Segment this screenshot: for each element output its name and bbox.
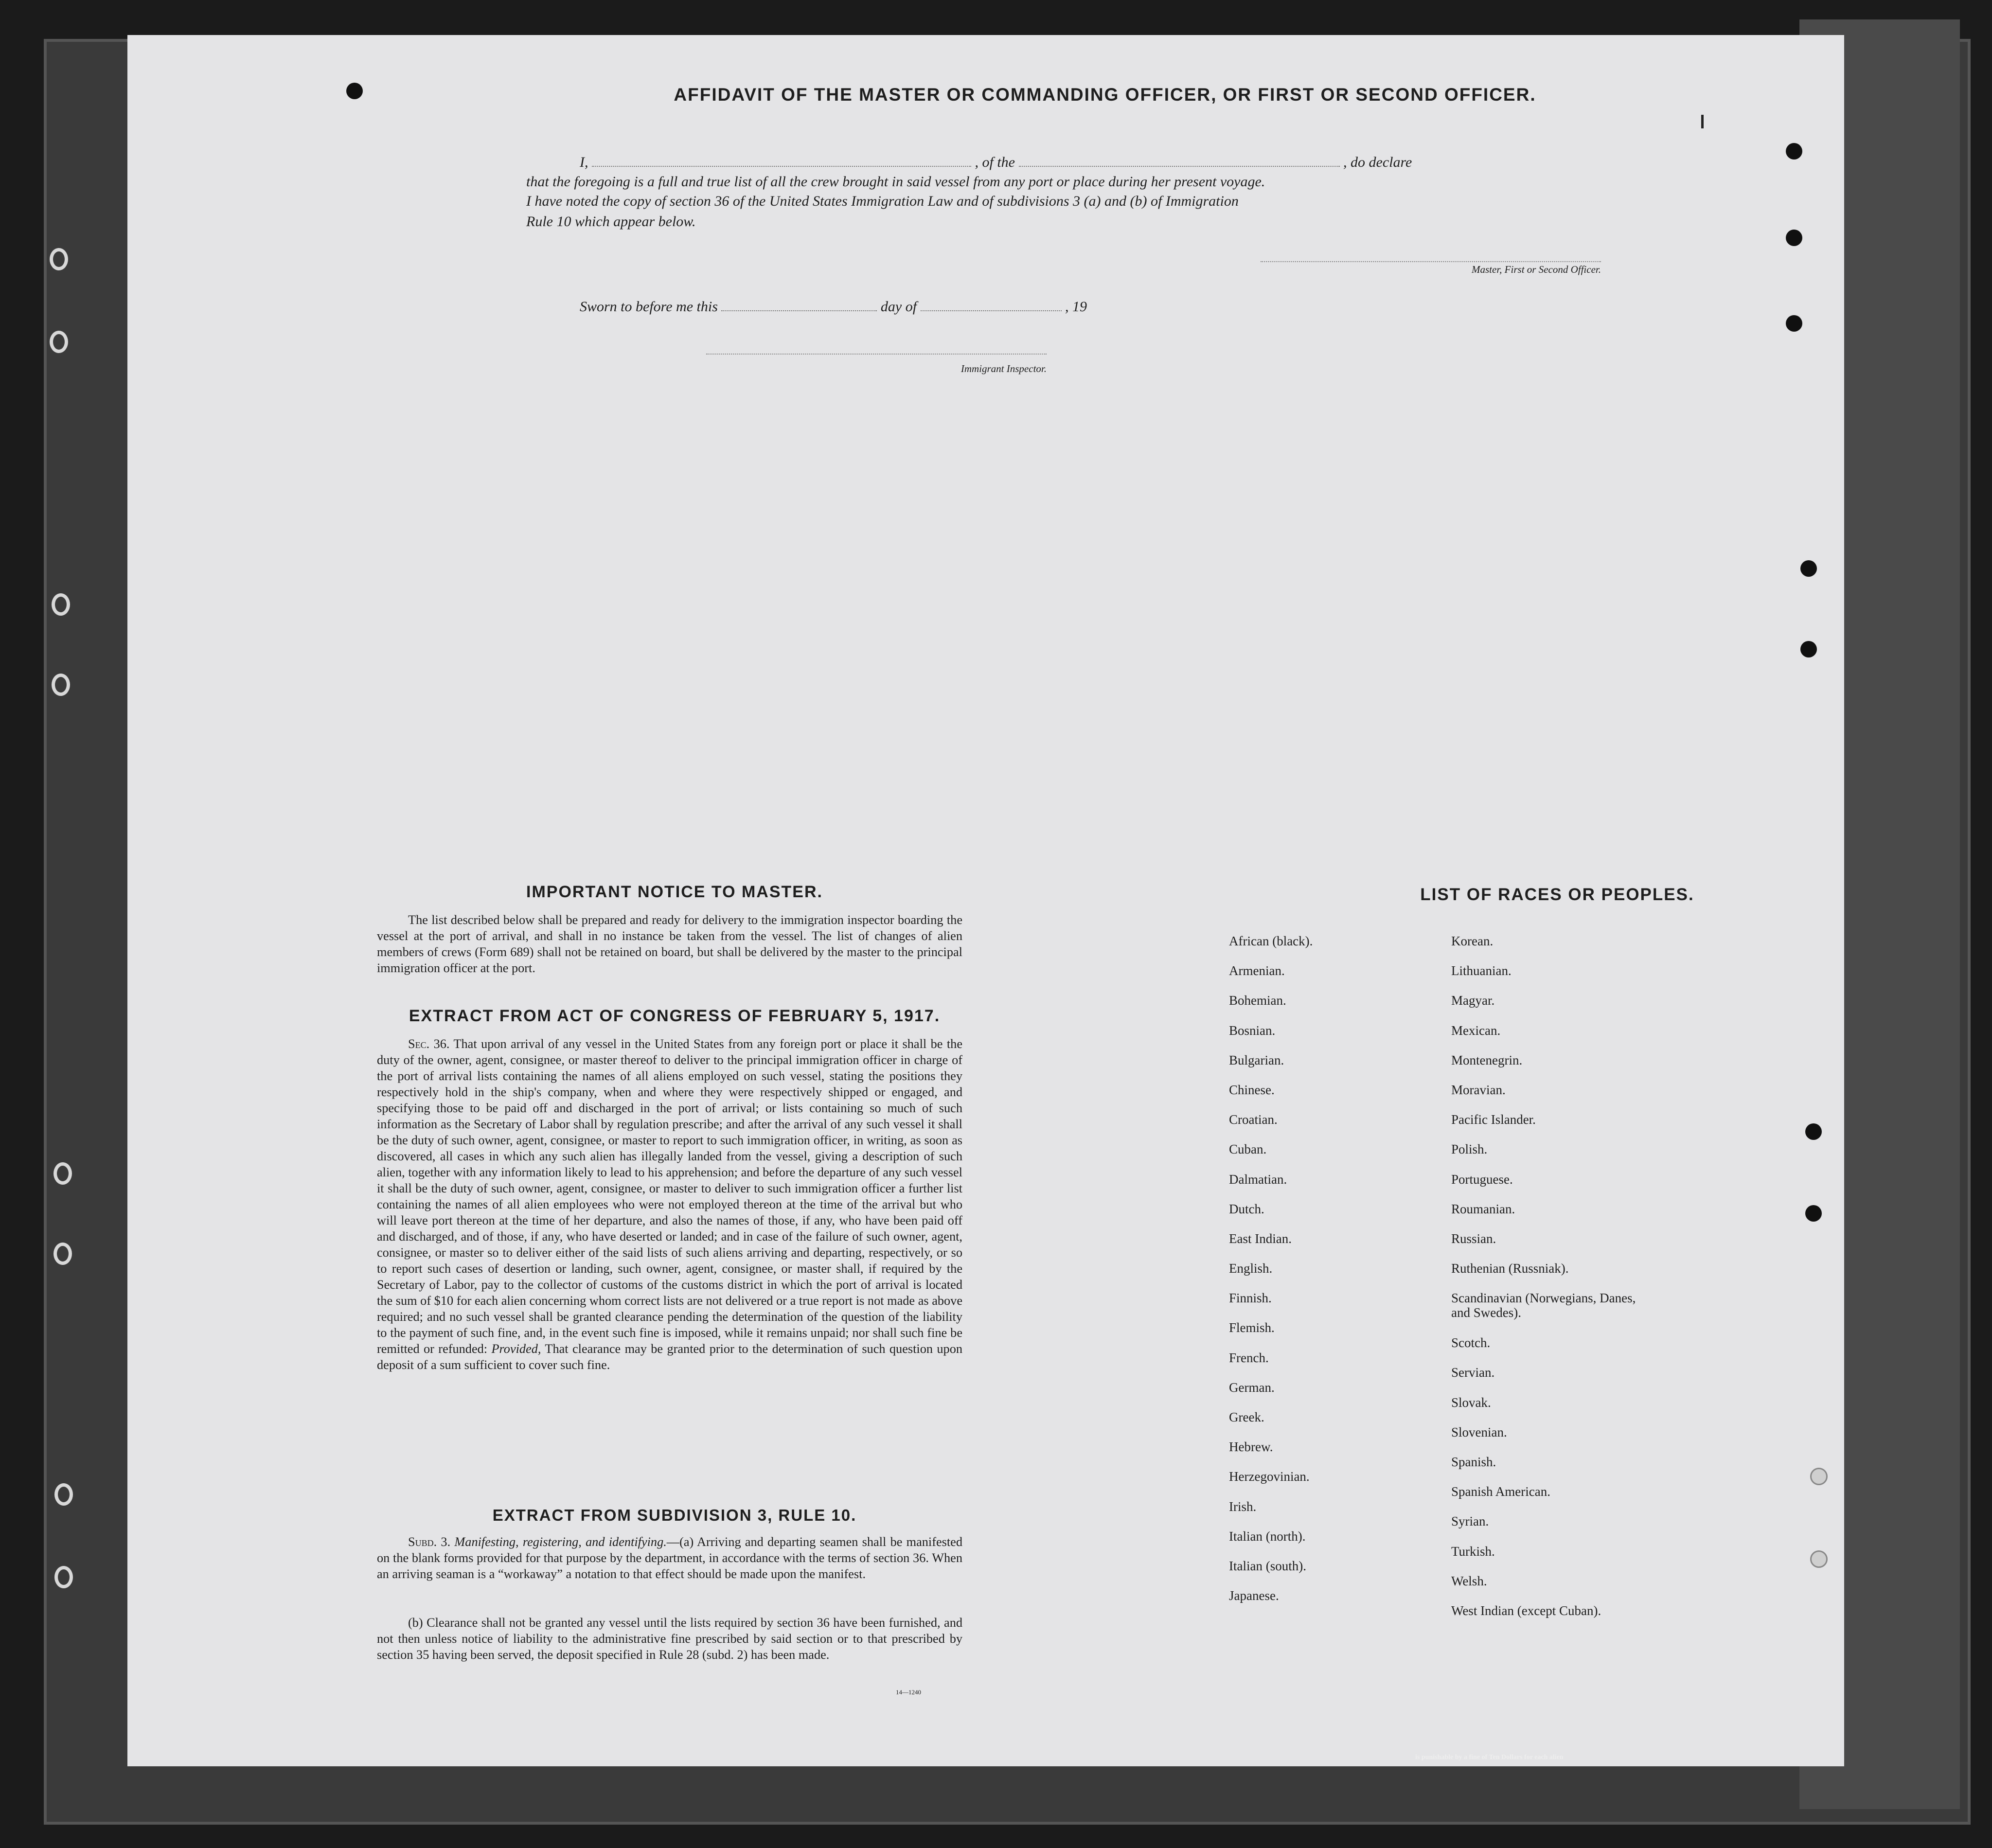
race-item: Chinese. [1229, 1082, 1275, 1097]
race-item: Dalmatian. [1229, 1172, 1287, 1187]
race-item: African (black). [1229, 934, 1313, 948]
section-label: Sec. 36. [408, 1037, 450, 1051]
punch-hole [1786, 315, 1802, 332]
race-item: Italian (south). [1229, 1558, 1306, 1573]
punch-hole [1786, 230, 1802, 246]
race-item: Roumanian. [1451, 1201, 1515, 1216]
binder-ring [50, 331, 68, 353]
rule-heading: Manifesting, registering, and identifying. [454, 1535, 667, 1549]
race-item: Portuguese. [1451, 1172, 1513, 1187]
race-item: Japanese. [1229, 1588, 1279, 1603]
punch-hole [1810, 1468, 1828, 1485]
race-item: Bohemian. [1229, 993, 1286, 1008]
race-item: Hebrew. [1229, 1439, 1273, 1455]
master-name-field [592, 166, 971, 167]
act-text-end: That clearance may be granted prior to the determination of such question upon deposit of a sum sufficient to cover such fine. [377, 1342, 963, 1372]
race-item: West Indian (except Cuban). [1451, 1603, 1601, 1618]
race-item: Syrian. [1451, 1514, 1489, 1529]
race-item: Flemish. [1229, 1320, 1275, 1335]
sworn-day-field [721, 310, 877, 311]
punch-hole [346, 83, 363, 99]
binder-ring [52, 674, 70, 696]
affidavit-i-label: I, [580, 154, 588, 170]
race-item: Moravian. [1451, 1082, 1506, 1097]
binder-ring [53, 1162, 72, 1185]
master-signature-line [1261, 261, 1601, 262]
sworn-label: Sworn to before me this [580, 299, 718, 315]
punch-hole [1800, 641, 1817, 657]
race-item: Finnish. [1229, 1291, 1272, 1306]
act-body [377, 1036, 962, 1373]
race-item: Polish. [1451, 1142, 1488, 1157]
race-item: Bosnian. [1229, 1023, 1276, 1038]
punch-hole [1805, 1123, 1822, 1140]
binder-ring [50, 248, 68, 270]
race-item: French. [1229, 1350, 1269, 1365]
binder-ring [54, 1483, 73, 1506]
race-item: Slovak. [1451, 1395, 1491, 1410]
race-item: Mexican. [1451, 1023, 1501, 1038]
races-column-2 [1451, 934, 1651, 1633]
act-text: That upon arrival of any vessel in the United States from any foreign port or place it shall be the duty of the owner, agent, consignee, or master thereof to deliver to the principal immigration officer in charge of the port of arrival lists containing the names of all aliens employed on such vessel, stating the positions they respectively hold in the ship's company, when and where they were respectively shipped or engaged, and specifying those to be paid off and discharged in the port of arrival; or lists containing so much of such information as the Secretary of Labor shall by regulation prescribe; and after the arrival of any such vessel it shall be the duty of such owner, agent, consignee, or master to report to such immigration officer, in writing, as soon as discovered, all cases in which any such alien has illegally landed from the vessel, giving a description of such alien, together with any information likely to lead to his apprehension; and before the departure of any such vessel it shall be the duty of such owner, agent, consignee, or master to deliver to such immigration officer a further list containing the names of all alien employees who were not employed thereon at the time of the arrival but who will leave port thereon at the time of her departure, and also the names of those, if any, who have been paid off and discharged, and of those, if any, who have deserted or landed; and in case of the failure of such owner, agent, consignee, or master so to deliver either of the said lists of such aliens arriving and departing, respectively, or so to report such cases of desertion or landing, such owner, agent, consignee, or master shall, if required by the Secretary of Labor, pay to the collector of customs of the customs district in which the port of arrival is located the sum of $10 for each alien concerning whom correct lists are not delivered or a true report is not made as above required; and no such vessel shall be granted clearance pending the determination of the question of the liability to the payment of such fine, and, in the event such fine is imposed, while it remains unpaid; nor shall such fine be remitted or refunded: [377, 1037, 962, 1356]
race-item: East Indian. [1229, 1231, 1292, 1246]
punch-hole [1800, 560, 1817, 577]
race-item: Dutch. [1229, 1201, 1264, 1216]
vessel-name-field [1019, 166, 1340, 167]
binder-ring [52, 593, 70, 616]
binder-ring [54, 1566, 73, 1588]
race-item: Slovenian. [1451, 1424, 1507, 1439]
race-item: Croatian. [1229, 1112, 1278, 1127]
affidavit-line-3: I have noted the copy of section 36 of the United States Immigration Law and of subdivisions 3 (a) and (b) of Immigration [526, 193, 1239, 209]
race-item: Ruthenian (Russniak). [1451, 1261, 1569, 1276]
race-item: Pacific Islander. [1451, 1112, 1536, 1127]
race-item: Welsh. [1451, 1573, 1487, 1588]
inspector-signature-line [706, 354, 1047, 355]
race-item: Irish. [1229, 1499, 1257, 1514]
rule-subd-a [377, 1534, 962, 1582]
footer-strip-text: is punishable by a fine of Ten Dollars for each alien [1415, 1754, 1564, 1761]
provided-label: Provided, [491, 1342, 541, 1356]
race-item: Montenegrin. [1451, 1052, 1523, 1067]
day-of-label: day of [880, 299, 917, 315]
form-number: 14—1240 [896, 1688, 921, 1696]
race-item: German. [1229, 1380, 1275, 1395]
subdivision-label: Subd. 3. [408, 1535, 451, 1549]
sworn-month-field [921, 310, 1062, 311]
race-item: Italian (north). [1229, 1528, 1306, 1544]
rule-a-text: —(a) Arriving and departing seamen shall be manifested on the blank forms provided for that purpose by the department, in accordance with the terms of section 36. When an arriving seaman is a “workaway” a notation to that effect should be made upon the manifest. [377, 1535, 962, 1581]
punch-hole [1810, 1550, 1828, 1568]
affidavit-declare-label: , do declare [1343, 154, 1412, 170]
master-signature-label: Master, First or Second Officer. [1472, 264, 1601, 275]
document-page [127, 35, 1844, 1766]
sworn-line [580, 299, 1087, 315]
notice-body: The list described below shall be prepared and ready for delivery to the immigration inspector boarding the vessel at the port of arrival, and shall in no instance be taken from the vessel. The list of changes of alien members of crews (Form 689) shall not be retained on board, but shall be delivered by the master to the principal immigration officer at the port. [377, 913, 962, 975]
race-item: Lithuanian. [1451, 963, 1512, 978]
race-item: Cuban. [1229, 1142, 1267, 1157]
stray-mark [1701, 115, 1704, 128]
race-item: Russian. [1451, 1231, 1496, 1246]
race-item: Scotch. [1451, 1335, 1491, 1350]
race-item: Spanish. [1451, 1455, 1496, 1469]
year-label: , 19 [1065, 299, 1087, 315]
races-column-1 [1229, 934, 1313, 1618]
affidavit-line-4: Rule 10 which appear below. [526, 213, 696, 230]
race-item: Bulgarian. [1229, 1052, 1284, 1067]
affidavit-line-1 [580, 154, 1412, 171]
race-item: Magyar. [1451, 993, 1495, 1008]
races-title: LIST OF RACES OR PEOPLES. [1420, 885, 1694, 904]
race-item: Servian. [1451, 1365, 1495, 1380]
race-item: English. [1229, 1261, 1273, 1276]
race-item: Korean. [1451, 934, 1494, 948]
binder-ring [53, 1243, 72, 1265]
race-item: Herzegovinian. [1229, 1469, 1310, 1484]
race-item: Scandinavian (Norwegians, Danes, and Swedes). [1451, 1291, 1636, 1320]
notice-title: IMPORTANT NOTICE TO MASTER. [526, 883, 823, 901]
act-title: EXTRACT FROM ACT OF CONGRESS OF FEBRUARY 5, 1917. [409, 1007, 941, 1025]
race-item: Turkish. [1451, 1544, 1495, 1559]
race-item: Greek. [1229, 1410, 1264, 1424]
punch-hole [1786, 143, 1802, 160]
inspector-signature-label: Immigrant Inspector. [960, 363, 1047, 374]
punch-hole [1805, 1205, 1822, 1222]
race-item: Armenian. [1229, 963, 1285, 978]
rule-subd-b: (b) Clearance shall not be granted any vessel until the lists required by section 36 have been furnished, and not then unless notice of liability to the administrative fine prescribed by said section or to that prescribed by section 35 having been served, the deposit specified in Rule 28 (subd. 2) has been made. [377, 1616, 962, 1662]
affidavit-title: AFFIDAVIT OF THE MASTER OR COMMANDING OFFICER, OR FIRST OR SECOND OFFICER. [674, 85, 1536, 105]
rule-title: EXTRACT FROM SUBDIVISION 3, RULE 10. [492, 1506, 857, 1524]
affidavit-of-the-label: , of the [975, 154, 1015, 170]
affidavit-line-2: that the foregoing is a full and true list of all the crew brought in said vessel from any port or place during her present voyage. [526, 174, 1265, 190]
race-item: Spanish American. [1451, 1484, 1550, 1499]
